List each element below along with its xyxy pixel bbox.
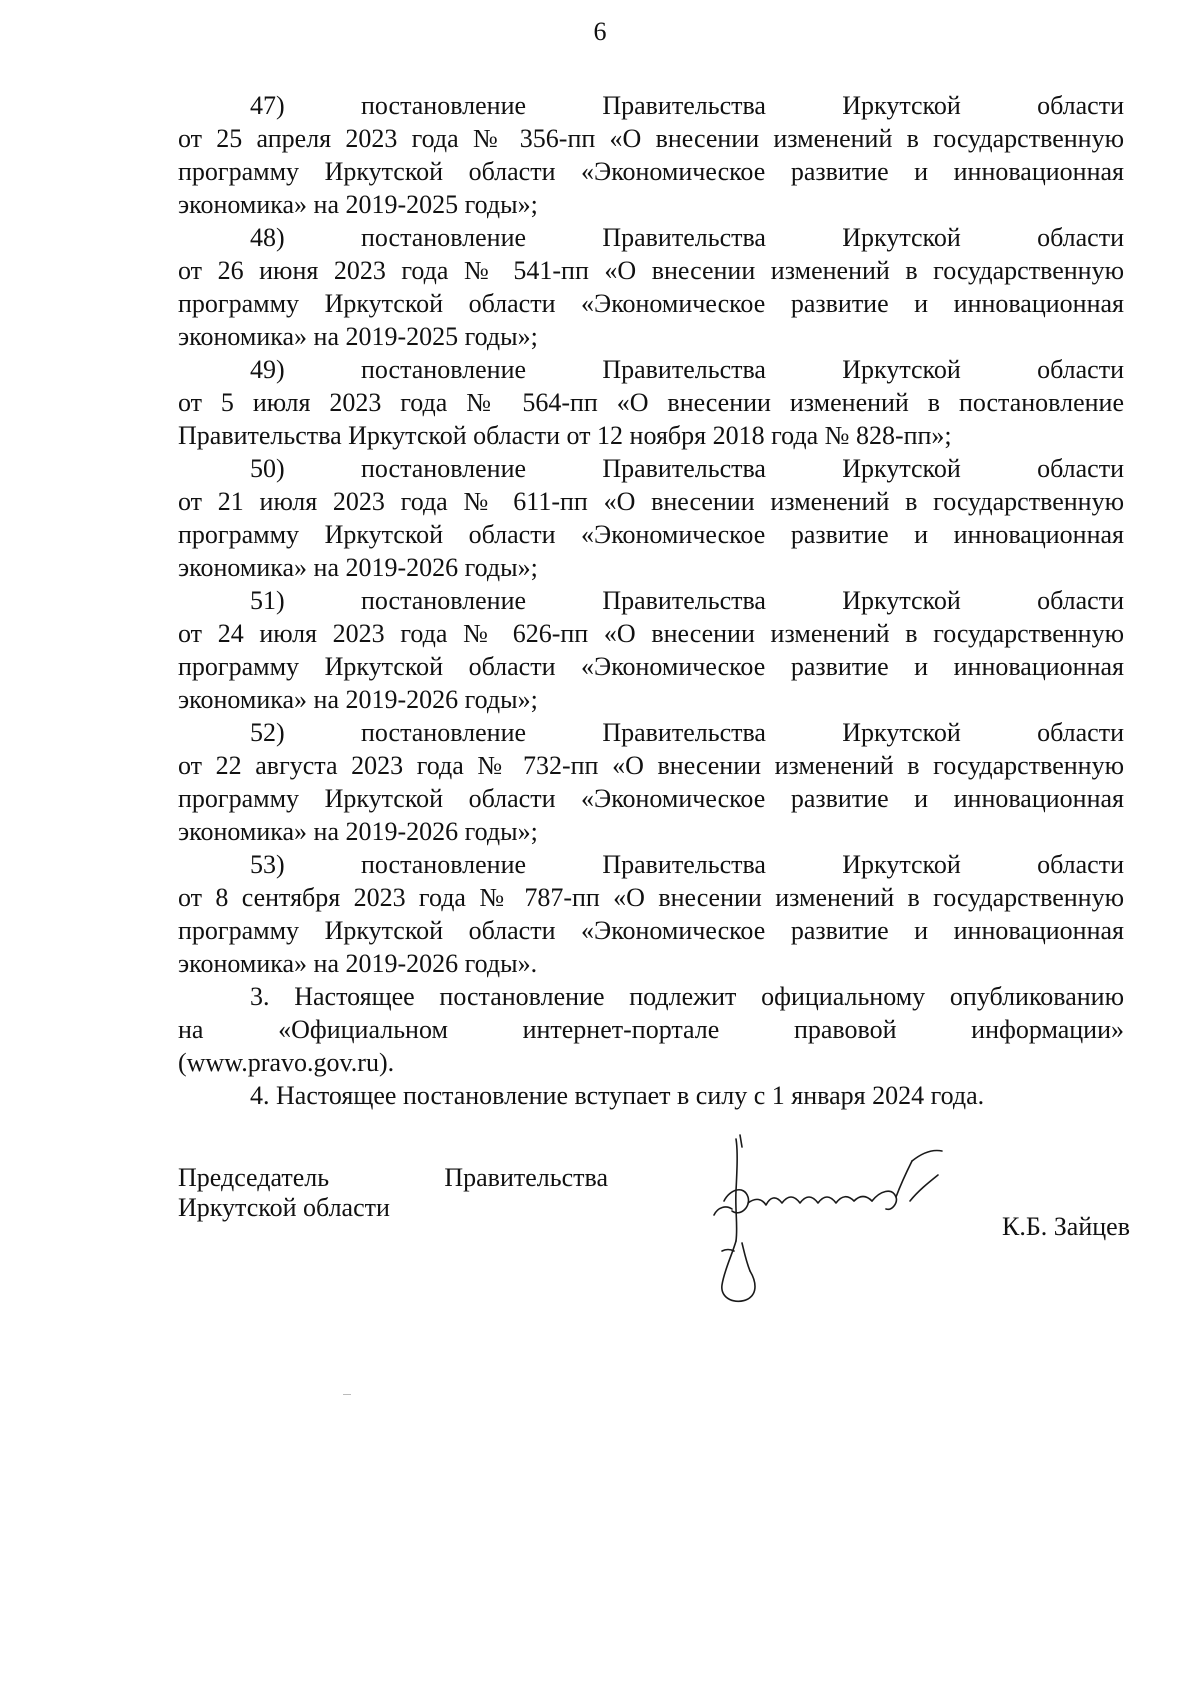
text-line: экономика» на 2019-2026 годы»; (178, 817, 538, 846)
text-line: экономика» на 2019-2026 годы»; (178, 553, 538, 582)
scan-speck (343, 1394, 351, 1395)
list-item-47 (178, 89, 1124, 221)
text-line: от 24 июля 2023 года № 626-пп «О внесении изменений в государственную (178, 619, 1124, 648)
text-line: от 8 сентября 2023 года № 787-пп «О внесении изменений в государственную (178, 883, 1124, 912)
text-line: программу Иркутской области «Экономическое развитие и инновационная (178, 916, 1124, 945)
list-item-48 (178, 221, 1124, 353)
signer-title-line: Иркутской области (178, 1193, 390, 1222)
text-line: 53) постановление Правительства Иркутской области (250, 850, 1124, 879)
text-line: 48) постановление Правительства Иркутской области (250, 223, 1124, 252)
text-line: 3. Настоящее постановление подлежит официальному опубликованию (250, 982, 1124, 1011)
text-line: 52) постановление Правительства Иркутской области (250, 718, 1124, 747)
text-line: 51) постановление Правительства Иркутской области (250, 586, 1124, 615)
text-line: программу Иркутской области «Экономическое развитие и инновационная (178, 520, 1124, 549)
list-item-53 (178, 848, 1124, 980)
text-line: программу Иркутской области «Экономическое развитие и инновационная (178, 289, 1124, 318)
section-3-publication (178, 980, 1124, 1079)
text-line: на «Официальном интернет-портале правовой информации» (178, 1015, 1124, 1044)
text-line: 4. Настоящее постановление вступает в силу с 1 января 2024 года. (250, 1081, 985, 1110)
list-item-52 (178, 716, 1124, 848)
signer-title (178, 1163, 608, 1223)
text-line: экономика» на 2019-2025 годы»; (178, 190, 538, 219)
text-line: 47) постановление Правительства Иркутской области (250, 91, 1124, 120)
list-item-49 (178, 353, 1124, 452)
text-line: экономика» на 2019-2026 годы»; (178, 685, 538, 714)
handwritten-signature (696, 1131, 976, 1311)
text-line: программу Иркутской области «Экономическое развитие и инновационная (178, 652, 1124, 681)
text-line: 49) постановление Правительства Иркутской области (250, 355, 1124, 384)
text-line: экономика» на 2019-2026 годы». (178, 949, 538, 978)
text-line: Правительства Иркутской области от 12 ноября 2018 года № 828-пп»; (178, 421, 952, 450)
text-line: от 21 июля 2023 года № 611-пп «О внесении изменений в государственную (178, 487, 1124, 516)
page-number: 6 (593, 17, 607, 46)
section-4-effective-date (178, 1079, 1124, 1112)
signer-name: К.Б. Зайцев (1002, 1212, 1130, 1241)
text-line: 50) постановление Правительства Иркутской области (250, 454, 1124, 483)
list-item-50 (178, 452, 1124, 584)
signer-title-line: Председатель Правительства (178, 1163, 608, 1192)
text-line: от 5 июля 2023 года № 564-пп «О внесении изменений в постановление (178, 388, 1124, 417)
list-item-51 (178, 584, 1124, 716)
document-body (178, 89, 1124, 1112)
text-line: от 25 апреля 2023 года № 356-пп «О внесении изменений в государственную (178, 124, 1124, 153)
text-line: от 22 августа 2023 года № 732-пп «О внесении изменений в государственную (178, 751, 1124, 780)
signature-block (178, 1163, 1178, 1303)
text-line: программу Иркутской области «Экономическое развитие и инновационная (178, 157, 1124, 186)
text-line: экономика» на 2019-2025 годы»; (178, 322, 538, 351)
text-line: (www.pravo.gov.ru). (178, 1048, 395, 1077)
text-line: от 26 июня 2023 года № 541-пп «О внесении изменений в государственную (178, 256, 1124, 285)
text-line: программу Иркутской области «Экономическое развитие и инновационная (178, 784, 1124, 813)
